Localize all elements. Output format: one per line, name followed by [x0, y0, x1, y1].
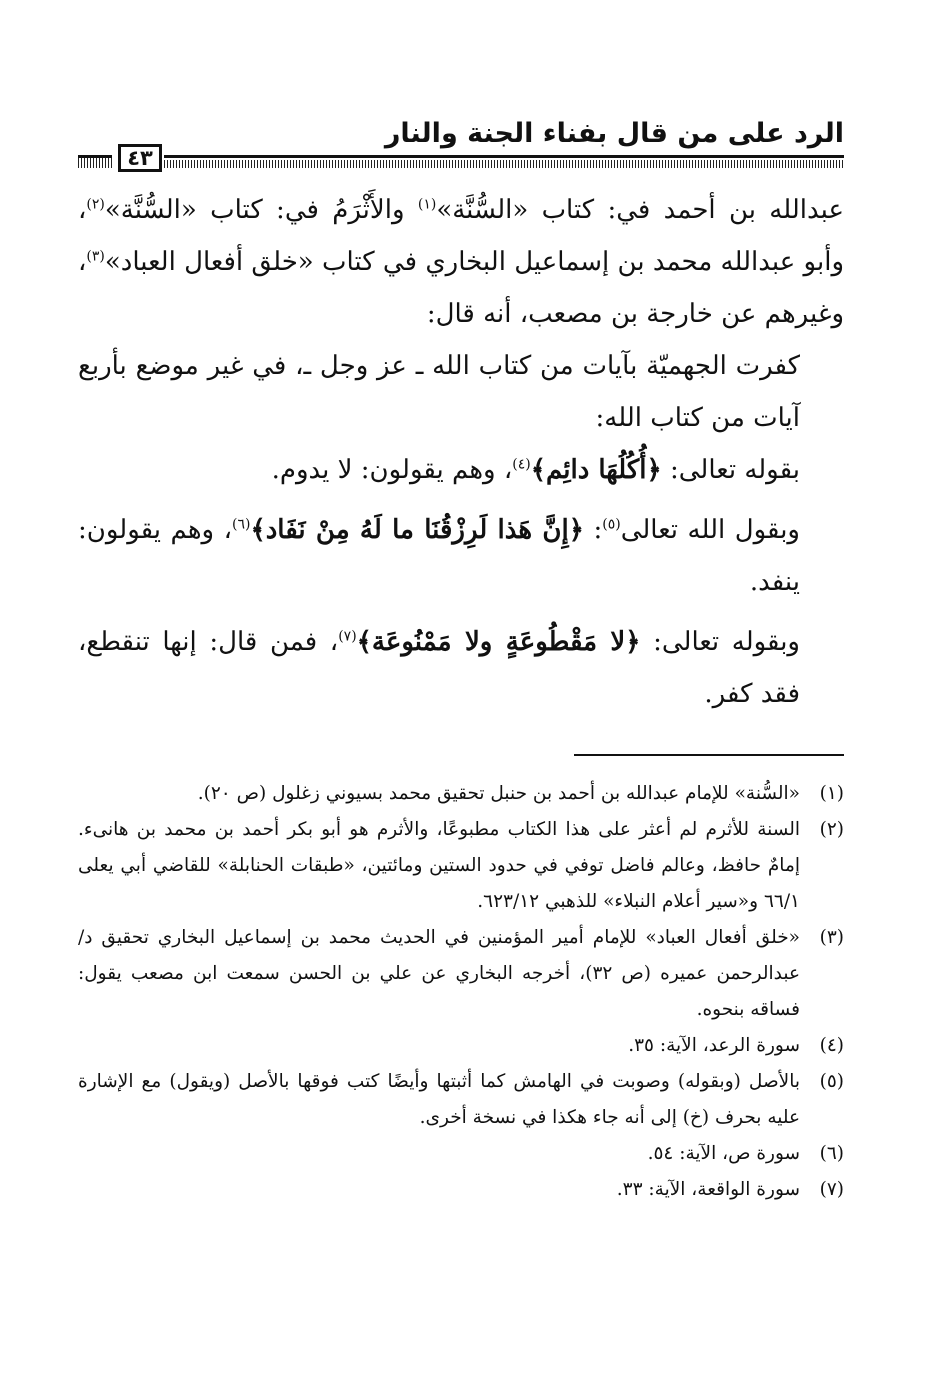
footnote-text: «خلق أفعال العباد» للإمام أمير المؤمنين في الحديث محمد بن إسماعيل البخاري تحقيق د/ عبدالرحمن عميره (ص ٣٢)، أخرجه البخاري عن علي بن الحسن سمعت ابن مصعب يقول: فساقه بنحوه. — [78, 927, 800, 1020]
footnote-text: سورة الواقعة، الآية: ٣٣. — [616, 1179, 800, 1200]
quran-verse: ﴿أُكُلُهَا دائِم﴾ — [530, 455, 662, 485]
quran-verse: ﴿لا مَقْطُوعَةٍ ولا مَمْنُوعَة﴾ — [356, 627, 641, 657]
running-title: الرد على من قال بفناء الجنة والنار — [384, 118, 844, 149]
footnote — [78, 1064, 844, 1136]
paragraph-4: وبقول الله تعالى$^{(٥)}$: ﴿إِنَّ هَذا لَرِزْقُنَا ما لَهُ مِنْ نَفَاد﴾$^{(٦)}$، وهم يقولون: ينفد. — [78, 515, 800, 597]
footnote — [78, 1028, 844, 1064]
footnote-ref-1: (١) — [417, 196, 437, 213]
footnote — [78, 1172, 844, 1208]
main-text — [78, 184, 844, 720]
header-rule — [164, 155, 844, 158]
footnote-number: (٦) — [819, 1143, 844, 1164]
paragraph-3: بقوله تعالى: ﴿أُكُلُهَا دائِم﴾$^{(٤)}$، وهم يقولون: لا يدوم. — [271, 455, 800, 485]
book-page — [78, 0, 844, 1379]
footnote-number: (٣) — [819, 927, 844, 948]
footnote-text: بالأصل (وبقوله) وصوبت في الهامش كما أثبتها وأيضًا كتب فوقها بالأصل (ويقول) مع الإشارة عليه بحرف (خ) إلى أنه جاء هكذا في نسخة أخرى. — [78, 1071, 800, 1128]
footnote-number: (١) — [819, 783, 844, 804]
footnote-ref-3: (٣) — [86, 248, 105, 265]
footnote-ref-6: (٦) — [232, 516, 251, 533]
paragraph-1: عبدالله بن أحمد في: كتاب «السُّنَّة»$^{(١)}$ والأَثْرَمُ في: كتاب «السُّنَّة»$^{(٢)}$، وأبو عبدالله محمد بن إسماعيل البخاري في كتاب «خلق أفعال العباد»$^{(٣)}$، وغيرهم عن خارجة بن مصعب، أنه قال: — [78, 195, 845, 329]
footnote-ref-7: (٧) — [338, 628, 357, 645]
footnote-ref-5: (٥) — [602, 516, 621, 533]
footnote-ref-4: (٤) — [512, 456, 531, 473]
footnote-text: سورة ص، الآية: ٥٤. — [647, 1143, 800, 1164]
footnote-text: سورة الرعد، الآية: ٣٥. — [628, 1035, 800, 1056]
footnote-text: «السُّنة» للإمام عبدالله بن أحمد بن حنبل تحقيق محمد بسيوني زغلول (ص ٢٠). — [197, 783, 800, 804]
footnote — [78, 812, 844, 920]
footnotes — [78, 776, 844, 1208]
paragraph-2: كفرت الجهميّة بآيات من كتاب الله ـ عز وجل ـ، في غير موضع بأربع آيات من كتاب الله: — [78, 351, 800, 433]
page-number: ٤٣ — [118, 144, 162, 172]
footnote — [78, 1136, 844, 1172]
footnote-ref-2: (٢) — [86, 196, 105, 213]
header-hatch-rule — [164, 160, 844, 168]
footnote-number: (٥) — [819, 1071, 844, 1092]
footnote-number: (٢) — [819, 819, 844, 840]
paragraph-5: وبقوله تعالى: ﴿لا مَقْطُوعَةٍ ولا مَمْنُوعَة﴾$^{(٧)}$، فمن قال: إنها تنقطع، فقد كفر. — [78, 627, 800, 709]
footnote-number: (٧) — [819, 1179, 844, 1200]
footnote — [78, 920, 844, 1028]
footnote-separator — [574, 754, 844, 756]
footnote — [78, 776, 844, 812]
footnote-text: السنة للأثرم لم أعثر على هذا الكتاب مطبوعًا، والأثرم هو أبو بكر أحمد بن محمد بن هانىء. إمامٌ حافظ، وعالم فاضل توفي في حدود الستين ومائتين، «طبقات الحنابلة» للقاضي أبي يعلى ٦٦/١ و«سير أعلام النبلاء» للذهبي ٦٢٣/١٢. — [78, 819, 800, 912]
header-rule-left — [78, 155, 112, 168]
footnote-number: (٤) — [819, 1035, 844, 1056]
quran-verse: ﴿إِنَّ هَذا لَرِزْقُنَا ما لَهُ مِنْ نَفَاد﴾ — [250, 515, 584, 545]
